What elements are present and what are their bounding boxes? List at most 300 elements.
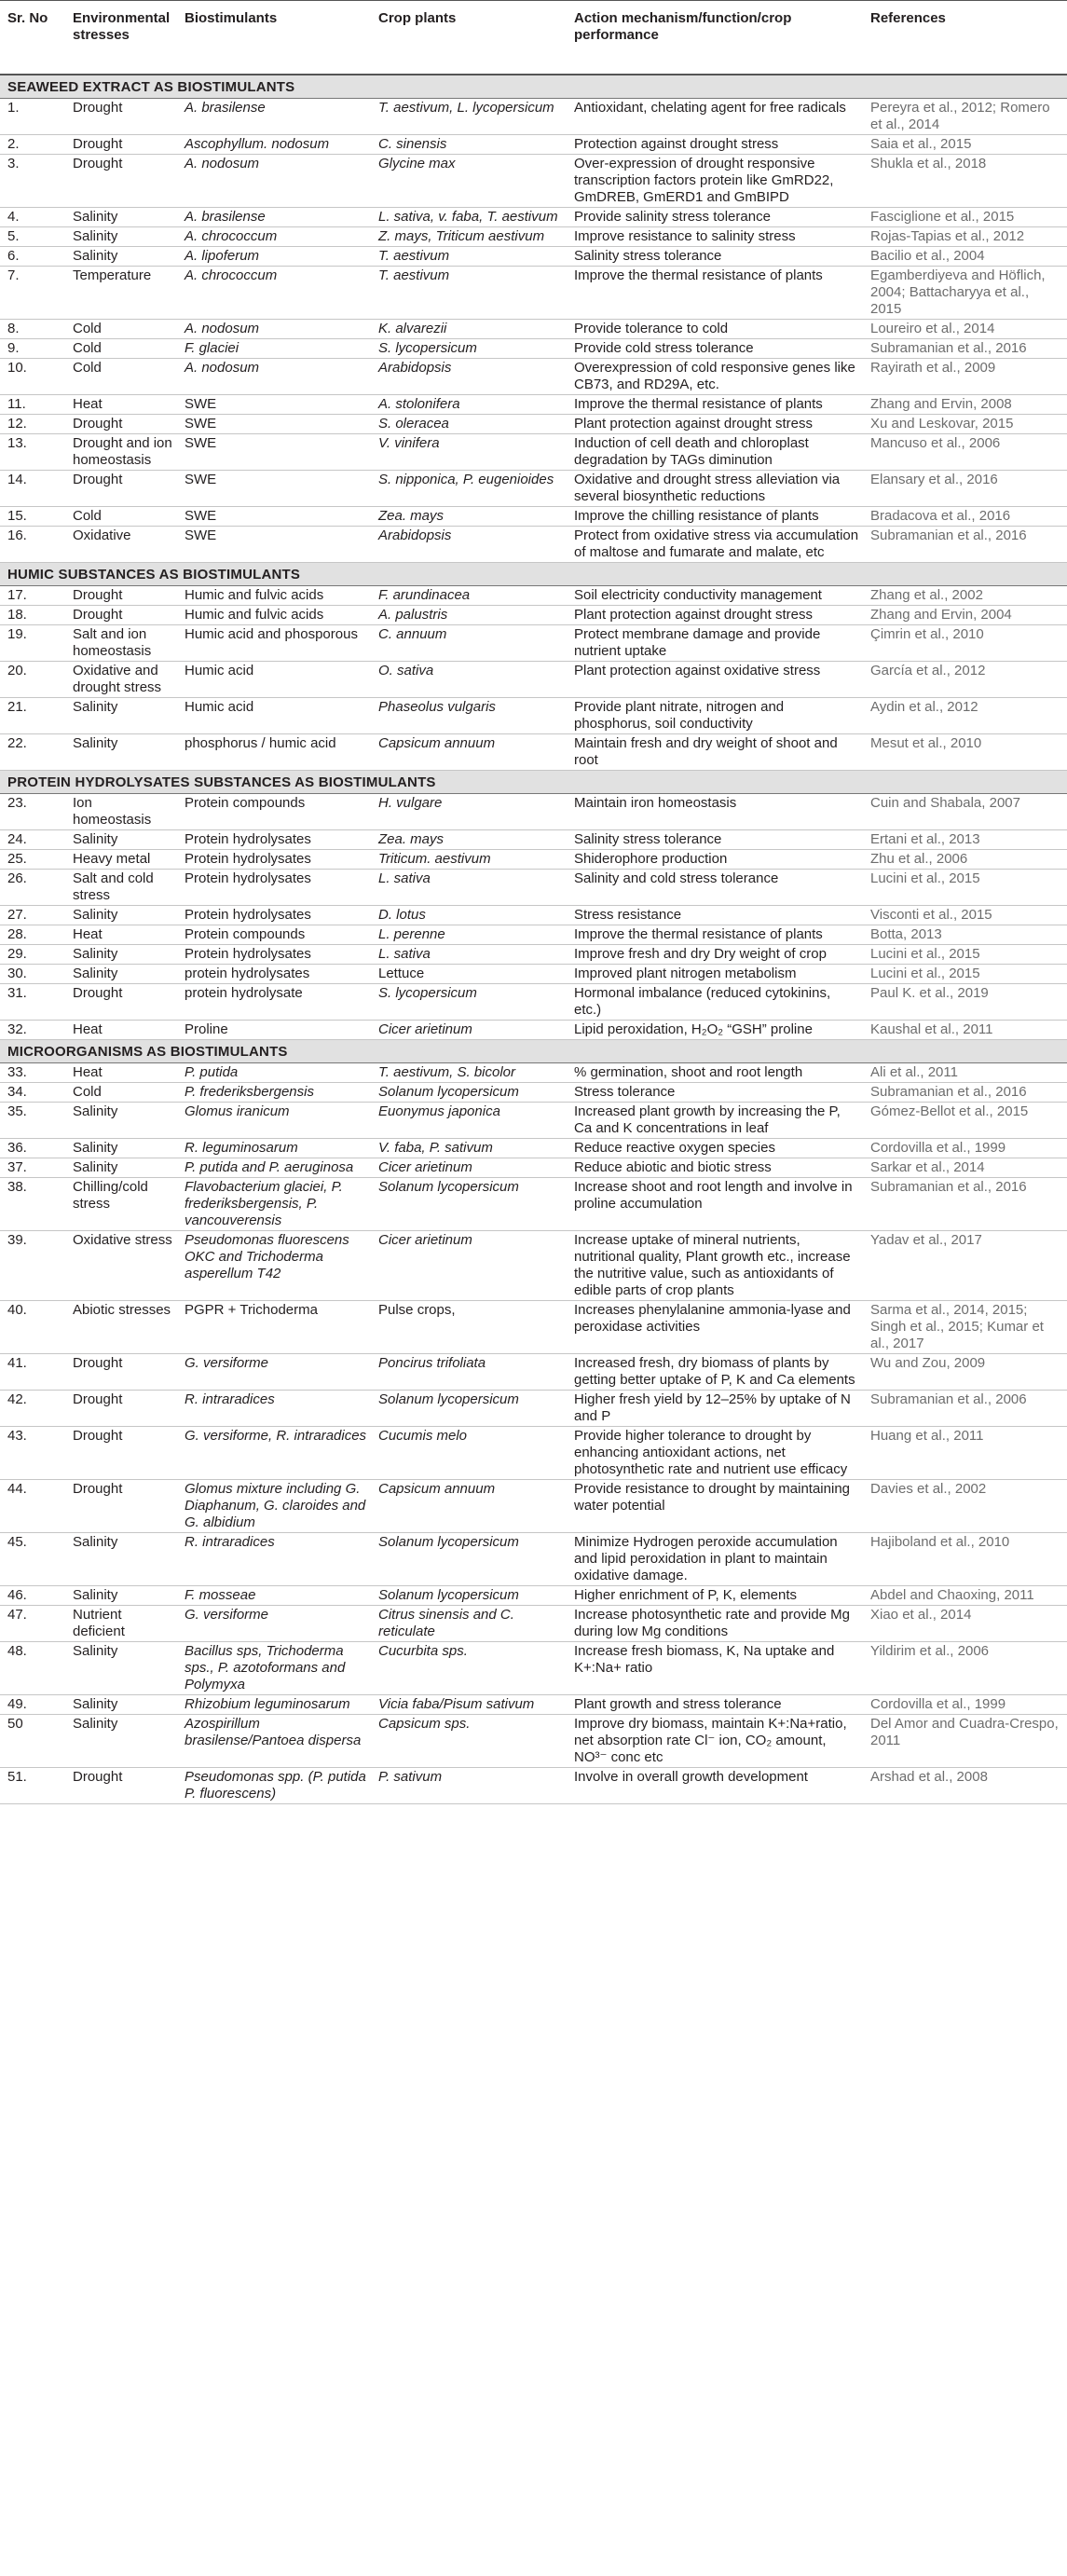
action-mechanism: Salinity and cold stress tolerance (567, 870, 863, 906)
environmental-stress: Oxidative stress (65, 1231, 177, 1301)
action-mechanism: Hormonal imbalance (reduced cytokinins, etc.) (567, 984, 863, 1021)
environmental-stress: Drought (65, 155, 177, 208)
row-number: 27. (0, 906, 65, 925)
environmental-stress: Salinity (65, 1158, 177, 1178)
biostimulant: SWE (177, 434, 371, 471)
biostimulant: Humic acid (177, 698, 371, 734)
table-row (0, 1606, 1067, 1642)
action-mechanism: Provide resistance to drought by maintaining water potential (567, 1480, 863, 1533)
table-row (0, 906, 1067, 925)
reference: Egamberdiyeva and Höflich, 2004; Battacharyya et al., 2015 (863, 267, 1067, 320)
row-number: 17. (0, 586, 65, 606)
environmental-stress: Abiotic stresses (65, 1301, 177, 1354)
environmental-stress: Drought (65, 1354, 177, 1391)
table-row (0, 1715, 1067, 1768)
environmental-stress: Cold (65, 359, 177, 395)
section-title: MICROORGANISMS AS BIOSTIMULANTS (0, 1040, 1067, 1063)
crop-plant: T. aestivum (371, 247, 567, 267)
reference: Cordovilla et al., 1999 (863, 1139, 1067, 1158)
crop-plant: Glycine max (371, 155, 567, 208)
biostimulant: A. lipoferum (177, 247, 371, 267)
table-row (0, 925, 1067, 945)
action-mechanism: Induction of cell death and chloroplast degradation by TAGs diminution (567, 434, 863, 471)
action-mechanism: Salinity stress tolerance (567, 830, 863, 850)
environmental-stress: Drought (65, 1427, 177, 1480)
crop-plant: L. perenne (371, 925, 567, 945)
reference: Sarma et al., 2014, 2015; Singh et al., 2015; Kumar et al., 2017 (863, 1301, 1067, 1354)
environmental-stress: Salinity (65, 734, 177, 771)
environmental-stress: Salinity (65, 1586, 177, 1606)
biostimulant: Protein hydrolysates (177, 830, 371, 850)
row-number: 5. (0, 227, 65, 247)
environmental-stress: Salinity (65, 1139, 177, 1158)
action-mechanism: Plant protection against oxidative stress (567, 662, 863, 698)
row-number: 46. (0, 1586, 65, 1606)
table-row (0, 1642, 1067, 1695)
action-mechanism: Oxidative and drought stress alleviation via several biosynthetic reductions (567, 471, 863, 507)
row-number: 29. (0, 945, 65, 965)
reference: Paul K. et al., 2019 (863, 984, 1067, 1021)
row-number: 41. (0, 1354, 65, 1391)
action-mechanism: Protection against drought stress (567, 135, 863, 155)
biostimulant: Humic and fulvic acids (177, 586, 371, 606)
table-row (0, 267, 1067, 320)
biostimulant: Rhizobium leguminosarum (177, 1695, 371, 1715)
crop-plant: Citrus sinensis and C. reticulate (371, 1606, 567, 1642)
reference: Lucini et al., 2015 (863, 945, 1067, 965)
environmental-stress: Temperature (65, 267, 177, 320)
environmental-stress: Salt and ion homeostasis (65, 625, 177, 662)
row-number: 16. (0, 527, 65, 563)
table-row (0, 1021, 1067, 1040)
table-row (0, 1768, 1067, 1804)
crop-plant: Triticum. aestivum (371, 850, 567, 870)
table-row (0, 698, 1067, 734)
action-mechanism: Shiderophore production (567, 850, 863, 870)
row-number: 38. (0, 1178, 65, 1231)
environmental-stress: Drought (65, 1768, 177, 1804)
crop-plant: Pulse crops, (371, 1301, 567, 1354)
crop-plant: C. annuum (371, 625, 567, 662)
reference: Ertani et al., 2013 (863, 830, 1067, 850)
table-row (0, 586, 1067, 606)
crop-plant: Euonymus japonica (371, 1103, 567, 1139)
row-number: 20. (0, 662, 65, 698)
table-row (0, 1427, 1067, 1480)
table-row (0, 1083, 1067, 1103)
reference: Bacilio et al., 2004 (863, 247, 1067, 267)
biostimulant: P. frederiksbergensis (177, 1083, 371, 1103)
environmental-stress: Ion homeostasis (65, 794, 177, 830)
reference: Gómez-Bellot et al., 2015 (863, 1103, 1067, 1139)
row-number: 7. (0, 267, 65, 320)
action-mechanism: Stress tolerance (567, 1083, 863, 1103)
environmental-stress: Drought and ion homeostasis (65, 434, 177, 471)
crop-plant: C. sinensis (371, 135, 567, 155)
crop-plant: Lettuce (371, 965, 567, 984)
table-row (0, 227, 1067, 247)
crop-plant: Capsicum annuum (371, 734, 567, 771)
crop-plant: Solanum lycopersicum (371, 1586, 567, 1606)
row-number: 23. (0, 794, 65, 830)
row-number: 18. (0, 606, 65, 625)
row-number: 51. (0, 1768, 65, 1804)
row-number: 28. (0, 925, 65, 945)
crop-plant: A. palustris (371, 606, 567, 625)
action-mechanism: Involve in overall growth development (567, 1768, 863, 1804)
action-mechanism: Provide plant nitrate, nitrogen and phosphorus, soil conductivity (567, 698, 863, 734)
crop-plant: L. sativa, v. faba, T. aestivum (371, 208, 567, 227)
reference: Subramanian et al., 2016 (863, 1083, 1067, 1103)
table-row (0, 1063, 1067, 1083)
reference: Mesut et al., 2010 (863, 734, 1067, 771)
table-row (0, 415, 1067, 434)
crop-plant: Solanum lycopersicum (371, 1083, 567, 1103)
crop-plant: T. aestivum, S. bicolor (371, 1063, 567, 1083)
environmental-stress: Heat (65, 925, 177, 945)
action-mechanism: Increases phenylalanine ammonia-lyase and peroxidase activities (567, 1301, 863, 1354)
crop-plant: S. oleracea (371, 415, 567, 434)
reference: Subramanian et al., 2016 (863, 527, 1067, 563)
reference: Davies et al., 2002 (863, 1480, 1067, 1533)
row-number: 45. (0, 1533, 65, 1586)
action-mechanism: Improve the thermal resistance of plants (567, 395, 863, 415)
row-number: 6. (0, 247, 65, 267)
action-mechanism: Provide tolerance to cold (567, 320, 863, 339)
crop-plant: T. aestivum (371, 267, 567, 320)
biostimulant: Pseudomonas spp. (P. putida P. fluorescens) (177, 1768, 371, 1804)
table-body (0, 75, 1067, 1804)
biostimulant: Ascophyllum. nodosum (177, 135, 371, 155)
crop-plant: Zea. mays (371, 830, 567, 850)
biostimulant: Protein hydrolysates (177, 906, 371, 925)
biostimulant: A. nodosum (177, 359, 371, 395)
biostimulant: protein hydrolysates (177, 965, 371, 984)
row-number: 21. (0, 698, 65, 734)
table-row (0, 1158, 1067, 1178)
action-mechanism: Higher fresh yield by 12–25% by uptake of N and P (567, 1391, 863, 1427)
environmental-stress: Drought (65, 471, 177, 507)
crop-plant: O. sativa (371, 662, 567, 698)
biostimulant: R. intraradices (177, 1533, 371, 1586)
crop-plant: Solanum lycopersicum (371, 1533, 567, 1586)
reference: Lucini et al., 2015 (863, 965, 1067, 984)
row-number: 8. (0, 320, 65, 339)
biostimulant: Humic and fulvic acids (177, 606, 371, 625)
table-row (0, 527, 1067, 563)
table-row (0, 870, 1067, 906)
environmental-stress: Cold (65, 320, 177, 339)
action-mechanism: Increase uptake of mineral nutrients, nutritional quality, Plant growth etc., increase the nutritive value, such as antioxidants of edible parts of crop plants (567, 1231, 863, 1301)
environmental-stress: Drought (65, 586, 177, 606)
environmental-stress: Salinity (65, 247, 177, 267)
reference: Botta, 2013 (863, 925, 1067, 945)
header-action-mechanism: Action mechanism/function/crop performance (567, 1, 863, 75)
action-mechanism: Protect membrane damage and provide nutrient uptake (567, 625, 863, 662)
header-references: References (863, 1, 1067, 75)
environmental-stress: Drought (65, 606, 177, 625)
table-row (0, 606, 1067, 625)
action-mechanism: Improve the chilling resistance of plants (567, 507, 863, 527)
action-mechanism: Increase shoot and root length and involve in proline accumulation (567, 1178, 863, 1231)
biostimulant: Azospirillum brasilense/Pantoea dispersa (177, 1715, 371, 1768)
crop-plant: Z. mays, Triticum aestivum (371, 227, 567, 247)
reference: Rayirath et al., 2009 (863, 359, 1067, 395)
environmental-stress: Drought (65, 415, 177, 434)
table-row (0, 208, 1067, 227)
reference: Xu and Leskovar, 2015 (863, 415, 1067, 434)
biostimulant: PGPR + Trichoderma (177, 1301, 371, 1354)
table-row (0, 1231, 1067, 1301)
header-crop-plants: Crop plants (371, 1, 567, 75)
crop-plant: S. nipponica, P. eugenioides (371, 471, 567, 507)
reference: Shukla et al., 2018 (863, 155, 1067, 208)
row-number: 1. (0, 99, 65, 135)
reference: Yadav et al., 2017 (863, 1231, 1067, 1301)
reference: Fasciglione et al., 2015 (863, 208, 1067, 227)
biostimulant: Protein compounds (177, 925, 371, 945)
biostimulant: F. mosseae (177, 1586, 371, 1606)
environmental-stress: Cold (65, 339, 177, 359)
reference: Cuin and Shabala, 2007 (863, 794, 1067, 830)
table-row (0, 1301, 1067, 1354)
table-row (0, 507, 1067, 527)
section-title: HUMIC SUBSTANCES AS BIOSTIMULANTS (0, 563, 1067, 586)
table-row (0, 830, 1067, 850)
environmental-stress: Drought (65, 1480, 177, 1533)
crop-plant: A. stolonifera (371, 395, 567, 415)
environmental-stress: Oxidative and drought stress (65, 662, 177, 698)
biostimulant: F. glaciei (177, 339, 371, 359)
crop-plant: K. alvarezii (371, 320, 567, 339)
crop-plant: Zea. mays (371, 507, 567, 527)
environmental-stress: Heavy metal (65, 850, 177, 870)
row-number: 31. (0, 984, 65, 1021)
header-row (0, 1, 1067, 75)
reference: Ali et al., 2011 (863, 1063, 1067, 1083)
reference: Subramanian et al., 2006 (863, 1391, 1067, 1427)
reference: García et al., 2012 (863, 662, 1067, 698)
biostimulant: Proline (177, 1021, 371, 1040)
environmental-stress: Heat (65, 395, 177, 415)
reference: Kaushal et al., 2011 (863, 1021, 1067, 1040)
row-number: 9. (0, 339, 65, 359)
crop-plant: Cicer arietinum (371, 1021, 567, 1040)
biostimulant: protein hydrolysate (177, 984, 371, 1021)
action-mechanism: Reduce reactive oxygen species (567, 1139, 863, 1158)
action-mechanism: Provide higher tolerance to drought by enhancing antioxidant actions, net photosynthetic rate and nutrient use efficacy (567, 1427, 863, 1480)
biostimulant: SWE (177, 395, 371, 415)
row-number: 22. (0, 734, 65, 771)
crop-plant: P. sativum (371, 1768, 567, 1804)
reference: Bradacova et al., 2016 (863, 507, 1067, 527)
action-mechanism: Increased fresh, dry biomass of plants by getting better uptake of P, K and Ca elements (567, 1354, 863, 1391)
environmental-stress: Salinity (65, 965, 177, 984)
reference: Wu and Zou, 2009 (863, 1354, 1067, 1391)
table-row (0, 471, 1067, 507)
action-mechanism: Stress resistance (567, 906, 863, 925)
reference: Visconti et al., 2015 (863, 906, 1067, 925)
action-mechanism: Provide salinity stress tolerance (567, 208, 863, 227)
table-row (0, 1480, 1067, 1533)
environmental-stress: Nutrient deficient (65, 1606, 177, 1642)
biostimulant: phosphorus / humic acid (177, 734, 371, 771)
reference: Zhang et al., 2002 (863, 586, 1067, 606)
table-row (0, 1139, 1067, 1158)
row-number: 12. (0, 415, 65, 434)
biostimulant: Glomus iranicum (177, 1103, 371, 1139)
reference: Elansary et al., 2016 (863, 471, 1067, 507)
action-mechanism: Overexpression of cold responsive genes like CB73, and RD29A, etc. (567, 359, 863, 395)
reference: Sarkar et al., 2014 (863, 1158, 1067, 1178)
reference: Yildirim et al., 2006 (863, 1642, 1067, 1695)
row-number: 35. (0, 1103, 65, 1139)
crop-plant: Solanum lycopersicum (371, 1178, 567, 1231)
reference: Abdel and Chaoxing, 2011 (863, 1586, 1067, 1606)
reference: Xiao et al., 2014 (863, 1606, 1067, 1642)
environmental-stress: Drought (65, 984, 177, 1021)
section-header-row (0, 75, 1067, 99)
action-mechanism: Increase fresh biomass, K, Na uptake and K+:Na+ ratio (567, 1642, 863, 1695)
table-row (0, 247, 1067, 267)
biostimulant: Bacillus sps, Trichoderma sps., P. azotoformans and Polymyxa (177, 1642, 371, 1695)
table-row (0, 945, 1067, 965)
table-row (0, 155, 1067, 208)
biostimulant: A. nodosum (177, 320, 371, 339)
action-mechanism: Plant growth and stress tolerance (567, 1695, 863, 1715)
biostimulant: G. versiforme (177, 1606, 371, 1642)
row-number: 42. (0, 1391, 65, 1427)
environmental-stress: Salinity (65, 906, 177, 925)
environmental-stress: Oxidative (65, 527, 177, 563)
biostimulant: P. putida (177, 1063, 371, 1083)
section-header-row (0, 771, 1067, 794)
crop-plant: V. vinifera (371, 434, 567, 471)
action-mechanism: Over-expression of drought responsive transcription factors protein like GmRD22, GmDREB, GmERD1 and GmBIPD (567, 155, 863, 208)
row-number: 2. (0, 135, 65, 155)
row-number: 25. (0, 850, 65, 870)
row-number: 19. (0, 625, 65, 662)
reference: Mancuso et al., 2006 (863, 434, 1067, 471)
action-mechanism: Plant protection against drought stress (567, 415, 863, 434)
table-row (0, 135, 1067, 155)
action-mechanism: % germination, shoot and root length (567, 1063, 863, 1083)
crop-plant: Cucumis melo (371, 1427, 567, 1480)
action-mechanism: Protect from oxidative stress via accumulation of maltose and fumarate and malate, etc (567, 527, 863, 563)
biostimulant: Protein hydrolysates (177, 945, 371, 965)
environmental-stress: Salinity (65, 208, 177, 227)
section-header-row (0, 1040, 1067, 1063)
biostimulant: R. leguminosarum (177, 1139, 371, 1158)
action-mechanism: Improve dry biomass, maintain K+:Na+ratio, net absorption rate Cl⁻ ion, CO₂ amount, NO³⁻ conc etc (567, 1715, 863, 1768)
biostimulant: A. chrococcum (177, 227, 371, 247)
action-mechanism: Improve fresh and dry Dry weight of crop (567, 945, 863, 965)
environmental-stress: Cold (65, 1083, 177, 1103)
crop-plant: L. sativa (371, 870, 567, 906)
action-mechanism: Increase photosynthetic rate and provide Mg during low Mg conditions (567, 1606, 863, 1642)
row-number: 10. (0, 359, 65, 395)
table-row (0, 1391, 1067, 1427)
row-number: 32. (0, 1021, 65, 1040)
biostimulant: SWE (177, 527, 371, 563)
reference: Del Amor and Cuadra-Crespo, 2011 (863, 1715, 1067, 1768)
table-row (0, 99, 1067, 135)
reference: Arshad et al., 2008 (863, 1768, 1067, 1804)
table-row (0, 1533, 1067, 1586)
environmental-stress: Chilling/cold stress (65, 1178, 177, 1231)
row-number: 47. (0, 1606, 65, 1642)
header-biostimulants: Biostimulants (177, 1, 371, 75)
reference: Subramanian et al., 2016 (863, 1178, 1067, 1231)
reference: Huang et al., 2011 (863, 1427, 1067, 1480)
environmental-stress: Cold (65, 507, 177, 527)
reference: Zhang and Ervin, 2008 (863, 395, 1067, 415)
table-row (0, 1586, 1067, 1606)
crop-plant: Poncirus trifoliata (371, 1354, 567, 1391)
table-row (0, 359, 1067, 395)
action-mechanism: Improved plant nitrogen metabolism (567, 965, 863, 984)
crop-plant: Cicer arietinum (371, 1231, 567, 1301)
biostimulant: G. versiforme, R. intraradices (177, 1427, 371, 1480)
row-number: 33. (0, 1063, 65, 1083)
crop-plant: Cicer arietinum (371, 1158, 567, 1178)
table-row (0, 850, 1067, 870)
section-title: SEAWEED EXTRACT AS BIOSTIMULANTS (0, 75, 1067, 99)
row-number: 44. (0, 1480, 65, 1533)
environmental-stress: Salinity (65, 1715, 177, 1768)
crop-plant: S. lycopersicum (371, 339, 567, 359)
table-row (0, 984, 1067, 1021)
row-number: 24. (0, 830, 65, 850)
action-mechanism: Improve the thermal resistance of plants (567, 267, 863, 320)
crop-plant: Vicia faba/Pisum sativum (371, 1695, 567, 1715)
environmental-stress: Heat (65, 1063, 177, 1083)
row-number: 48. (0, 1642, 65, 1695)
action-mechanism: Reduce abiotic and biotic stress (567, 1158, 863, 1178)
section-header-row (0, 563, 1067, 586)
crop-plant: S. lycopersicum (371, 984, 567, 1021)
biostimulant: A. brasilense (177, 208, 371, 227)
biostimulant: G. versiforme (177, 1354, 371, 1391)
environmental-stress: Heat (65, 1021, 177, 1040)
reference: Lucini et al., 2015 (863, 870, 1067, 906)
environmental-stress: Salinity (65, 1103, 177, 1139)
biostimulant: Pseudomonas fluorescens OKC and Trichoderma asperellum T42 (177, 1231, 371, 1301)
action-mechanism: Maintain fresh and dry weight of shoot and root (567, 734, 863, 771)
table-row (0, 794, 1067, 830)
table-row (0, 965, 1067, 984)
crop-plant: Cucurbita sps. (371, 1642, 567, 1695)
reference: Saia et al., 2015 (863, 135, 1067, 155)
reference: Rojas-Tapias et al., 2012 (863, 227, 1067, 247)
crop-plant: Arabidopsis (371, 359, 567, 395)
reference: Zhu et al., 2006 (863, 850, 1067, 870)
crop-plant: L. sativa (371, 945, 567, 965)
reference: Cordovilla et al., 1999 (863, 1695, 1067, 1715)
environmental-stress: Salinity (65, 227, 177, 247)
action-mechanism: Improve resistance to salinity stress (567, 227, 863, 247)
table-row (0, 395, 1067, 415)
row-number: 36. (0, 1139, 65, 1158)
row-number: 50 (0, 1715, 65, 1768)
environmental-stress: Salinity (65, 945, 177, 965)
biostimulant: Humic acid (177, 662, 371, 698)
table-row (0, 339, 1067, 359)
table-row (0, 625, 1067, 662)
action-mechanism: Antioxidant, chelating agent for free radicals (567, 99, 863, 135)
section-title: PROTEIN HYDROLYSATES SUBSTANCES AS BIOSTIMULANTS (0, 771, 1067, 794)
crop-plant: D. lotus (371, 906, 567, 925)
